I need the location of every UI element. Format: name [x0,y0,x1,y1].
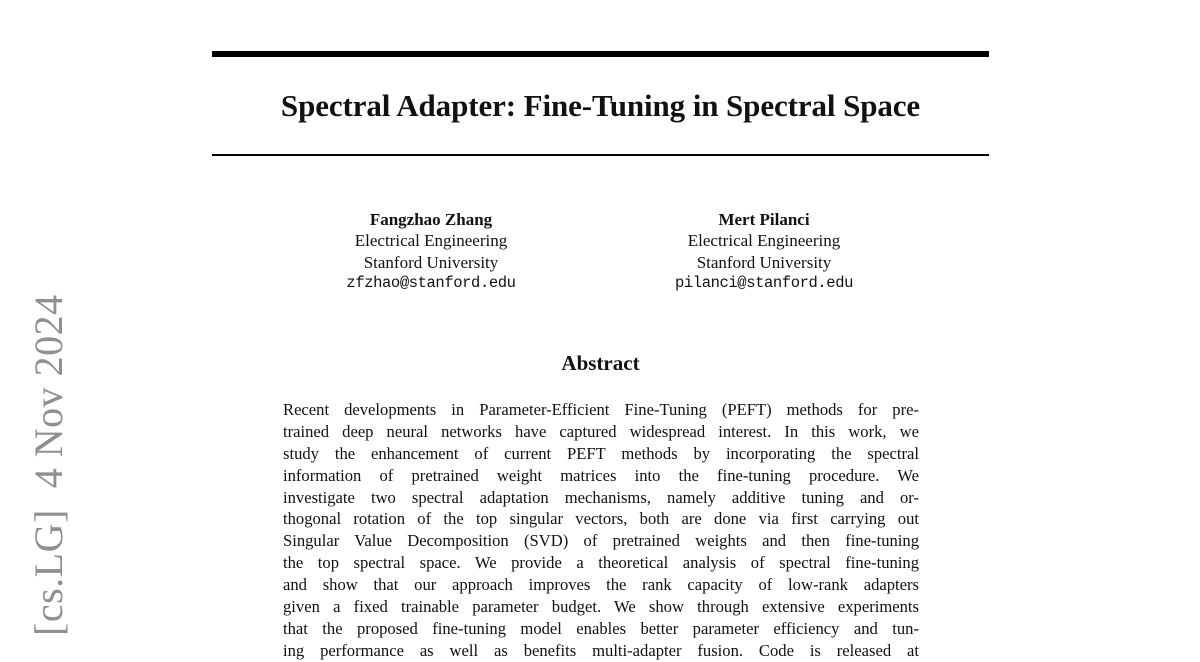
author-department: Electrical Engineering [687,231,841,251]
abstract-line: and show that our approach improves the rank capacity of low-rank adapters [283,575,919,595]
abstract-line: the top spectral space. We provide a theoretical analysis of spectral fine-tuning [283,553,919,573]
paper-title: Spectral Adapter: Fine-Tuning in Spectral Space [280,88,921,123]
title-bottom-rule [212,154,989,156]
abstract-line: ing performance as well as benefits multi-adapter fusion. Code is released at [283,640,919,660]
abstract-line: Recent developments in Parameter-Efficient Fine-Tuning (PEFT) methods for pre- [283,400,919,419]
author-department: Electrical Engineering [354,231,508,251]
abstract-line: that the proposed fine-tuning model enables better parameter efficiency and tun- [283,618,919,638]
author-block-1 [301,209,561,294]
arxiv-sidebar-stamp: [cs.LG] 4 Nov 2024 [26,294,71,636]
author-affiliation: Stanford University [696,252,832,272]
author-name: Fangzhao Zhang [369,210,493,229]
abstract-line: study the enhancement of current PEFT methods by incorporating the spectral [283,443,919,463]
title-top-rule [212,51,989,57]
abstract-line: investigate two spectral adaptation mechanisms, namely additive tuning and or- [283,487,919,507]
author-block-2 [634,209,894,294]
author-email: zfzhao@stanford.edu [346,273,516,292]
author-affiliation: Stanford University [363,252,499,272]
abstract-body [283,399,919,662]
author-name: Mert Pilanci [718,210,810,229]
author-email: pilanci@stanford.edu [674,273,854,292]
abstract-line: Singular Value Decomposition (SVD) of pretrained weights and then fine-tuning [283,531,919,551]
abstract-line: given a fixed trainable parameter budget. We show through extensive experiments [283,597,919,617]
abstract-heading: Abstract [561,351,640,375]
abstract-line: thogonal rotation of the top singular vectors, both are done via first carrying out [283,509,919,529]
abstract-line: trained deep neural networks have captured widespread interest. In this work, we [283,421,919,441]
abstract-line: information of pretrained weight matrices into the fine-tuning procedure. We [283,465,919,485]
